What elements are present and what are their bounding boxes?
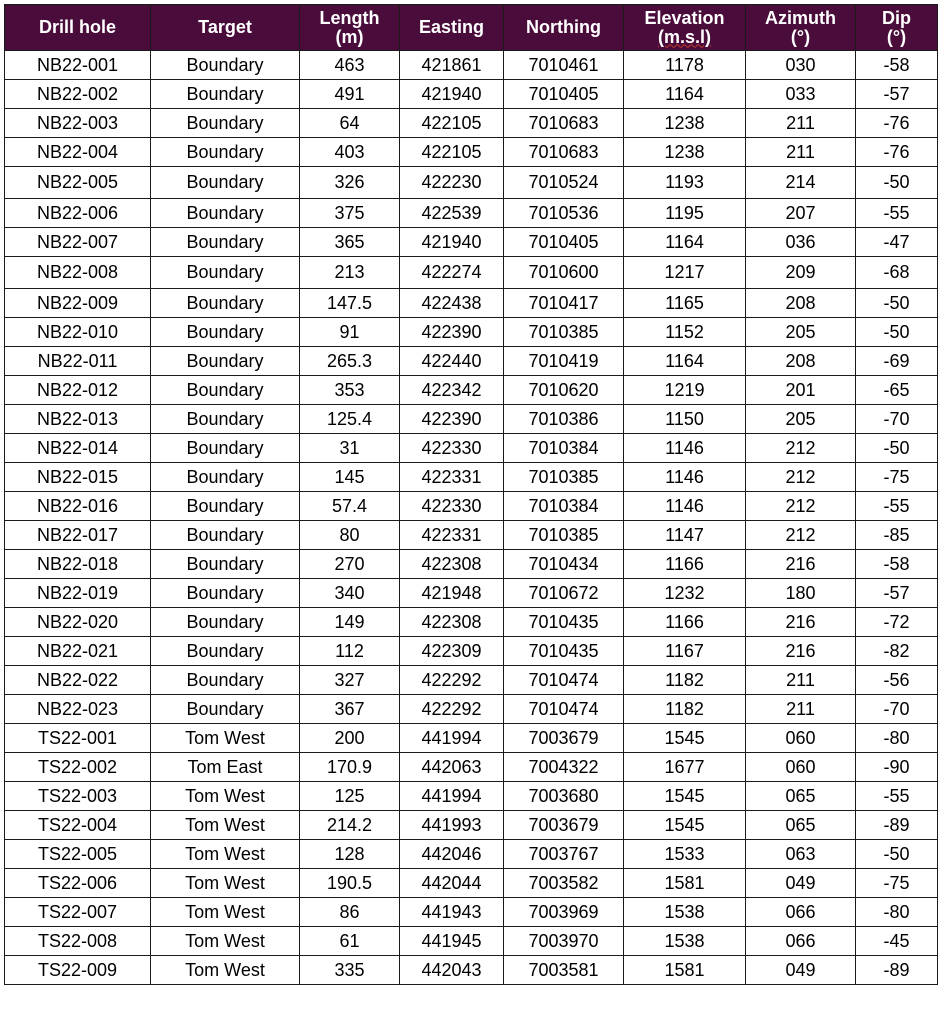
cell-target: Boundary xyxy=(151,521,300,550)
cell-dip: -47 xyxy=(856,228,938,257)
cell-drill-hole: NB22-008 xyxy=(5,257,151,289)
cell-northing: 7003679 xyxy=(504,811,624,840)
cell-drill-hole: NB22-004 xyxy=(5,138,151,167)
cell-northing: 7010474 xyxy=(504,666,624,695)
cell-elevation: 1533 xyxy=(624,840,746,869)
cell-target: Boundary xyxy=(151,550,300,579)
cell-easting: 422105 xyxy=(400,138,504,167)
cell-azimuth: 049 xyxy=(746,956,856,985)
cell-easting: 422331 xyxy=(400,463,504,492)
cell-northing: 7003970 xyxy=(504,927,624,956)
table-row xyxy=(5,492,938,521)
cell-length: 125 xyxy=(300,782,400,811)
cell-drill-hole: TS22-003 xyxy=(5,782,151,811)
cell-target: Boundary xyxy=(151,376,300,405)
table-row xyxy=(5,109,938,138)
cell-elevation: 1677 xyxy=(624,753,746,782)
cell-length: 365 xyxy=(300,228,400,257)
cell-northing: 7010417 xyxy=(504,289,624,318)
cell-drill-hole: NB22-013 xyxy=(5,405,151,434)
cell-length: 147.5 xyxy=(300,289,400,318)
cell-dip: -75 xyxy=(856,869,938,898)
cell-easting: 422292 xyxy=(400,695,504,724)
cell-azimuth: 212 xyxy=(746,463,856,492)
table-row xyxy=(5,376,938,405)
cell-easting: 422539 xyxy=(400,199,504,228)
cell-azimuth: 049 xyxy=(746,869,856,898)
cell-length: 170.9 xyxy=(300,753,400,782)
cell-target: Boundary xyxy=(151,80,300,109)
cell-elevation: 1219 xyxy=(624,376,746,405)
cell-elevation: 1545 xyxy=(624,782,746,811)
cell-target: Tom East xyxy=(151,753,300,782)
cell-easting: 422230 xyxy=(400,167,504,199)
cell-easting: 441945 xyxy=(400,927,504,956)
cell-dip: -50 xyxy=(856,318,938,347)
cell-drill-hole: NB22-018 xyxy=(5,550,151,579)
cell-elevation: 1150 xyxy=(624,405,746,434)
cell-dip: -75 xyxy=(856,463,938,492)
table-row xyxy=(5,724,938,753)
table-row xyxy=(5,695,938,724)
cell-target: Tom West xyxy=(151,898,300,927)
cell-length: 213 xyxy=(300,257,400,289)
cell-azimuth: 180 xyxy=(746,579,856,608)
cell-northing: 7010474 xyxy=(504,695,624,724)
table-row xyxy=(5,347,938,376)
cell-elevation: 1581 xyxy=(624,956,746,985)
cell-drill-hole: NB22-009 xyxy=(5,289,151,318)
cell-elevation: 1217 xyxy=(624,257,746,289)
cell-northing: 7010600 xyxy=(504,257,624,289)
cell-length: 125.4 xyxy=(300,405,400,434)
cell-northing: 7010405 xyxy=(504,228,624,257)
cell-easting: 422330 xyxy=(400,492,504,521)
cell-length: 91 xyxy=(300,318,400,347)
table-row xyxy=(5,289,938,318)
table-row xyxy=(5,550,938,579)
cell-northing: 7003582 xyxy=(504,869,624,898)
cell-easting: 421940 xyxy=(400,80,504,109)
cell-azimuth: 211 xyxy=(746,666,856,695)
cell-length: 61 xyxy=(300,927,400,956)
cell-length: 200 xyxy=(300,724,400,753)
cell-azimuth: 216 xyxy=(746,550,856,579)
cell-northing: 7003581 xyxy=(504,956,624,985)
cell-easting: 442043 xyxy=(400,956,504,985)
cell-northing: 7010385 xyxy=(504,318,624,347)
cell-length: 80 xyxy=(300,521,400,550)
cell-easting: 422292 xyxy=(400,666,504,695)
cell-elevation: 1581 xyxy=(624,869,746,898)
cell-azimuth: 207 xyxy=(746,199,856,228)
cell-dip: -80 xyxy=(856,724,938,753)
cell-dip: -58 xyxy=(856,51,938,80)
table-row xyxy=(5,753,938,782)
cell-northing: 7010536 xyxy=(504,199,624,228)
cell-dip: -72 xyxy=(856,608,938,637)
cell-azimuth: 065 xyxy=(746,782,856,811)
table-row xyxy=(5,463,938,492)
cell-dip: -76 xyxy=(856,138,938,167)
col-header-elevation: Elevation (m.s.l) xyxy=(624,5,746,51)
cell-drill-hole: NB22-016 xyxy=(5,492,151,521)
cell-drill-hole: NB22-002 xyxy=(5,80,151,109)
table-row xyxy=(5,521,938,550)
cell-dip: -76 xyxy=(856,109,938,138)
table-body xyxy=(5,51,938,985)
cell-length: 270 xyxy=(300,550,400,579)
table-row xyxy=(5,257,938,289)
cell-dip: -89 xyxy=(856,956,938,985)
table-row xyxy=(5,840,938,869)
cell-easting: 422105 xyxy=(400,109,504,138)
cell-northing: 7010385 xyxy=(504,521,624,550)
col-header-northing: Northing xyxy=(504,5,624,51)
cell-target: Tom West xyxy=(151,811,300,840)
cell-elevation: 1182 xyxy=(624,666,746,695)
cell-easting: 422274 xyxy=(400,257,504,289)
cell-dip: -50 xyxy=(856,434,938,463)
cell-elevation: 1166 xyxy=(624,608,746,637)
col-header-azimuth: Azimuth (°) xyxy=(746,5,856,51)
table-row xyxy=(5,80,938,109)
table-row xyxy=(5,869,938,898)
table-row xyxy=(5,927,938,956)
cell-drill-hole: NB22-010 xyxy=(5,318,151,347)
table-row xyxy=(5,167,938,199)
cell-northing: 7010524 xyxy=(504,167,624,199)
table-row xyxy=(5,579,938,608)
cell-dip: -70 xyxy=(856,695,938,724)
cell-azimuth: 212 xyxy=(746,492,856,521)
cell-drill-hole: TS22-009 xyxy=(5,956,151,985)
cell-easting: 422390 xyxy=(400,318,504,347)
cell-target: Boundary xyxy=(151,51,300,80)
cell-elevation: 1165 xyxy=(624,289,746,318)
cell-target: Boundary xyxy=(151,637,300,666)
cell-azimuth: 211 xyxy=(746,109,856,138)
cell-dip: -55 xyxy=(856,492,938,521)
cell-dip: -65 xyxy=(856,376,938,405)
cell-drill-hole: TS22-002 xyxy=(5,753,151,782)
table-row xyxy=(5,666,938,695)
cell-elevation: 1164 xyxy=(624,80,746,109)
cell-target: Boundary xyxy=(151,228,300,257)
cell-northing: 7003680 xyxy=(504,782,624,811)
cell-azimuth: 205 xyxy=(746,318,856,347)
cell-target: Boundary xyxy=(151,167,300,199)
cell-elevation: 1147 xyxy=(624,521,746,550)
cell-target: Tom West xyxy=(151,956,300,985)
cell-length: 375 xyxy=(300,199,400,228)
cell-target: Boundary xyxy=(151,199,300,228)
cell-azimuth: 066 xyxy=(746,927,856,956)
cell-elevation: 1182 xyxy=(624,695,746,724)
cell-dip: -58 xyxy=(856,550,938,579)
cell-elevation: 1146 xyxy=(624,434,746,463)
cell-azimuth: 060 xyxy=(746,753,856,782)
cell-dip: -55 xyxy=(856,199,938,228)
cell-northing: 7010461 xyxy=(504,51,624,80)
table-row xyxy=(5,138,938,167)
cell-length: 112 xyxy=(300,637,400,666)
cell-azimuth: 036 xyxy=(746,228,856,257)
cell-elevation: 1193 xyxy=(624,167,746,199)
table-row xyxy=(5,898,938,927)
cell-northing: 7010683 xyxy=(504,138,624,167)
cell-azimuth: 212 xyxy=(746,521,856,550)
cell-drill-hole: NB22-017 xyxy=(5,521,151,550)
col-header-dip: Dip (°) xyxy=(856,5,938,51)
cell-target: Tom West xyxy=(151,782,300,811)
table-row xyxy=(5,811,938,840)
header-row xyxy=(5,5,938,51)
cell-length: 335 xyxy=(300,956,400,985)
cell-northing: 7010386 xyxy=(504,405,624,434)
cell-drill-hole: NB22-007 xyxy=(5,228,151,257)
cell-dip: -56 xyxy=(856,666,938,695)
table-row xyxy=(5,318,938,347)
cell-easting: 422308 xyxy=(400,550,504,579)
cell-dip: -57 xyxy=(856,80,938,109)
cell-dip: -70 xyxy=(856,405,938,434)
cell-northing: 7010434 xyxy=(504,550,624,579)
cell-elevation: 1178 xyxy=(624,51,746,80)
cell-azimuth: 201 xyxy=(746,376,856,405)
cell-length: 463 xyxy=(300,51,400,80)
cell-azimuth: 214 xyxy=(746,167,856,199)
cell-easting: 422438 xyxy=(400,289,504,318)
table-row xyxy=(5,199,938,228)
cell-easting: 422342 xyxy=(400,376,504,405)
cell-dip: -80 xyxy=(856,898,938,927)
cell-target: Boundary xyxy=(151,579,300,608)
cell-northing: 7003679 xyxy=(504,724,624,753)
col-header-target: Target xyxy=(151,5,300,51)
cell-easting: 421940 xyxy=(400,228,504,257)
cell-target: Boundary xyxy=(151,666,300,695)
cell-target: Tom West xyxy=(151,927,300,956)
cell-easting: 422330 xyxy=(400,434,504,463)
cell-target: Boundary xyxy=(151,109,300,138)
cell-target: Boundary xyxy=(151,405,300,434)
cell-elevation: 1538 xyxy=(624,898,746,927)
table-row xyxy=(5,782,938,811)
cell-drill-hole: NB22-015 xyxy=(5,463,151,492)
cell-target: Boundary xyxy=(151,347,300,376)
table-row xyxy=(5,228,938,257)
cell-elevation: 1167 xyxy=(624,637,746,666)
cell-drill-hole: NB22-022 xyxy=(5,666,151,695)
cell-dip: -82 xyxy=(856,637,938,666)
cell-azimuth: 212 xyxy=(746,434,856,463)
cell-easting: 422308 xyxy=(400,608,504,637)
table-row xyxy=(5,434,938,463)
cell-easting: 441943 xyxy=(400,898,504,927)
cell-drill-hole: TS22-006 xyxy=(5,869,151,898)
cell-target: Boundary xyxy=(151,608,300,637)
cell-dip: -90 xyxy=(856,753,938,782)
cell-drill-hole: NB22-003 xyxy=(5,109,151,138)
cell-elevation: 1545 xyxy=(624,811,746,840)
cell-length: 353 xyxy=(300,376,400,405)
cell-northing: 7010435 xyxy=(504,608,624,637)
cell-azimuth: 211 xyxy=(746,138,856,167)
cell-target: Tom West xyxy=(151,869,300,898)
cell-target: Boundary xyxy=(151,257,300,289)
cell-dip: -85 xyxy=(856,521,938,550)
cell-easting: 421861 xyxy=(400,51,504,80)
cell-target: Boundary xyxy=(151,138,300,167)
cell-drill-hole: NB22-023 xyxy=(5,695,151,724)
cell-length: 326 xyxy=(300,167,400,199)
cell-northing: 7010384 xyxy=(504,492,624,521)
cell-elevation: 1545 xyxy=(624,724,746,753)
cell-length: 265.3 xyxy=(300,347,400,376)
cell-easting: 442063 xyxy=(400,753,504,782)
table-row xyxy=(5,51,938,80)
cell-target: Tom West xyxy=(151,724,300,753)
cell-drill-hole: NB22-001 xyxy=(5,51,151,80)
cell-easting: 442044 xyxy=(400,869,504,898)
cell-drill-hole: TS22-005 xyxy=(5,840,151,869)
cell-drill-hole: NB22-011 xyxy=(5,347,151,376)
cell-elevation: 1152 xyxy=(624,318,746,347)
col-header-drill-hole: Drill hole xyxy=(5,5,151,51)
cell-dip: -45 xyxy=(856,927,938,956)
cell-elevation: 1164 xyxy=(624,228,746,257)
cell-northing: 7010385 xyxy=(504,463,624,492)
cell-azimuth: 033 xyxy=(746,80,856,109)
cell-length: 327 xyxy=(300,666,400,695)
cell-azimuth: 030 xyxy=(746,51,856,80)
cell-length: 340 xyxy=(300,579,400,608)
cell-target: Tom West xyxy=(151,840,300,869)
cell-dip: -57 xyxy=(856,579,938,608)
cell-easting: 441994 xyxy=(400,782,504,811)
cell-drill-hole: NB22-005 xyxy=(5,167,151,199)
cell-easting: 421948 xyxy=(400,579,504,608)
cell-azimuth: 066 xyxy=(746,898,856,927)
cell-dip: -50 xyxy=(856,289,938,318)
table-row xyxy=(5,637,938,666)
cell-drill-hole: TS22-001 xyxy=(5,724,151,753)
cell-easting: 422440 xyxy=(400,347,504,376)
cell-elevation: 1164 xyxy=(624,347,746,376)
cell-elevation: 1146 xyxy=(624,463,746,492)
cell-northing: 7010672 xyxy=(504,579,624,608)
cell-azimuth: 216 xyxy=(746,637,856,666)
cell-drill-hole: NB22-012 xyxy=(5,376,151,405)
cell-elevation: 1238 xyxy=(624,109,746,138)
cell-drill-hole: TS22-004 xyxy=(5,811,151,840)
cell-target: Boundary xyxy=(151,434,300,463)
cell-dip: -68 xyxy=(856,257,938,289)
cell-easting: 422390 xyxy=(400,405,504,434)
cell-easting: 422309 xyxy=(400,637,504,666)
cell-drill-hole: NB22-014 xyxy=(5,434,151,463)
cell-drill-hole: TS22-008 xyxy=(5,927,151,956)
cell-northing: 7010683 xyxy=(504,109,624,138)
cell-easting: 422331 xyxy=(400,521,504,550)
cell-northing: 7003767 xyxy=(504,840,624,869)
cell-drill-hole: NB22-006 xyxy=(5,199,151,228)
cell-elevation: 1146 xyxy=(624,492,746,521)
cell-dip: -50 xyxy=(856,167,938,199)
cell-northing: 7010405 xyxy=(504,80,624,109)
cell-elevation: 1238 xyxy=(624,138,746,167)
col-header-length: Length (m) xyxy=(300,5,400,51)
cell-easting: 441994 xyxy=(400,724,504,753)
cell-length: 491 xyxy=(300,80,400,109)
table-row xyxy=(5,405,938,434)
cell-azimuth: 065 xyxy=(746,811,856,840)
cell-elevation: 1195 xyxy=(624,199,746,228)
drill-hole-table xyxy=(4,4,938,985)
cell-elevation: 1232 xyxy=(624,579,746,608)
cell-azimuth: 208 xyxy=(746,347,856,376)
cell-length: 214.2 xyxy=(300,811,400,840)
cell-azimuth: 209 xyxy=(746,257,856,289)
cell-azimuth: 211 xyxy=(746,695,856,724)
table-row xyxy=(5,608,938,637)
cell-target: Boundary xyxy=(151,492,300,521)
cell-dip: -55 xyxy=(856,782,938,811)
cell-target: Boundary xyxy=(151,695,300,724)
cell-azimuth: 205 xyxy=(746,405,856,434)
cell-dip: -89 xyxy=(856,811,938,840)
cell-drill-hole: NB22-021 xyxy=(5,637,151,666)
cell-length: 190.5 xyxy=(300,869,400,898)
cell-northing: 7004322 xyxy=(504,753,624,782)
cell-elevation: 1166 xyxy=(624,550,746,579)
cell-drill-hole: NB22-020 xyxy=(5,608,151,637)
cell-drill-hole: TS22-007 xyxy=(5,898,151,927)
col-header-easting: Easting xyxy=(400,5,504,51)
cell-length: 367 xyxy=(300,695,400,724)
cell-length: 403 xyxy=(300,138,400,167)
cell-length: 57.4 xyxy=(300,492,400,521)
cell-elevation: 1538 xyxy=(624,927,746,956)
cell-northing: 7010384 xyxy=(504,434,624,463)
cell-northing: 7010435 xyxy=(504,637,624,666)
cell-northing: 7003969 xyxy=(504,898,624,927)
table-row xyxy=(5,956,938,985)
cell-target: Boundary xyxy=(151,289,300,318)
cell-azimuth: 208 xyxy=(746,289,856,318)
cell-length: 145 xyxy=(300,463,400,492)
cell-northing: 7010620 xyxy=(504,376,624,405)
cell-northing: 7010419 xyxy=(504,347,624,376)
cell-easting: 441993 xyxy=(400,811,504,840)
cell-easting: 442046 xyxy=(400,840,504,869)
cell-target: Boundary xyxy=(151,463,300,492)
cell-azimuth: 216 xyxy=(746,608,856,637)
cell-length: 149 xyxy=(300,608,400,637)
cell-dip: -50 xyxy=(856,840,938,869)
cell-length: 86 xyxy=(300,898,400,927)
cell-azimuth: 060 xyxy=(746,724,856,753)
cell-dip: -69 xyxy=(856,347,938,376)
cell-target: Boundary xyxy=(151,318,300,347)
cell-azimuth: 063 xyxy=(746,840,856,869)
cell-length: 128 xyxy=(300,840,400,869)
cell-length: 64 xyxy=(300,109,400,138)
cell-length: 31 xyxy=(300,434,400,463)
cell-drill-hole: NB22-019 xyxy=(5,579,151,608)
